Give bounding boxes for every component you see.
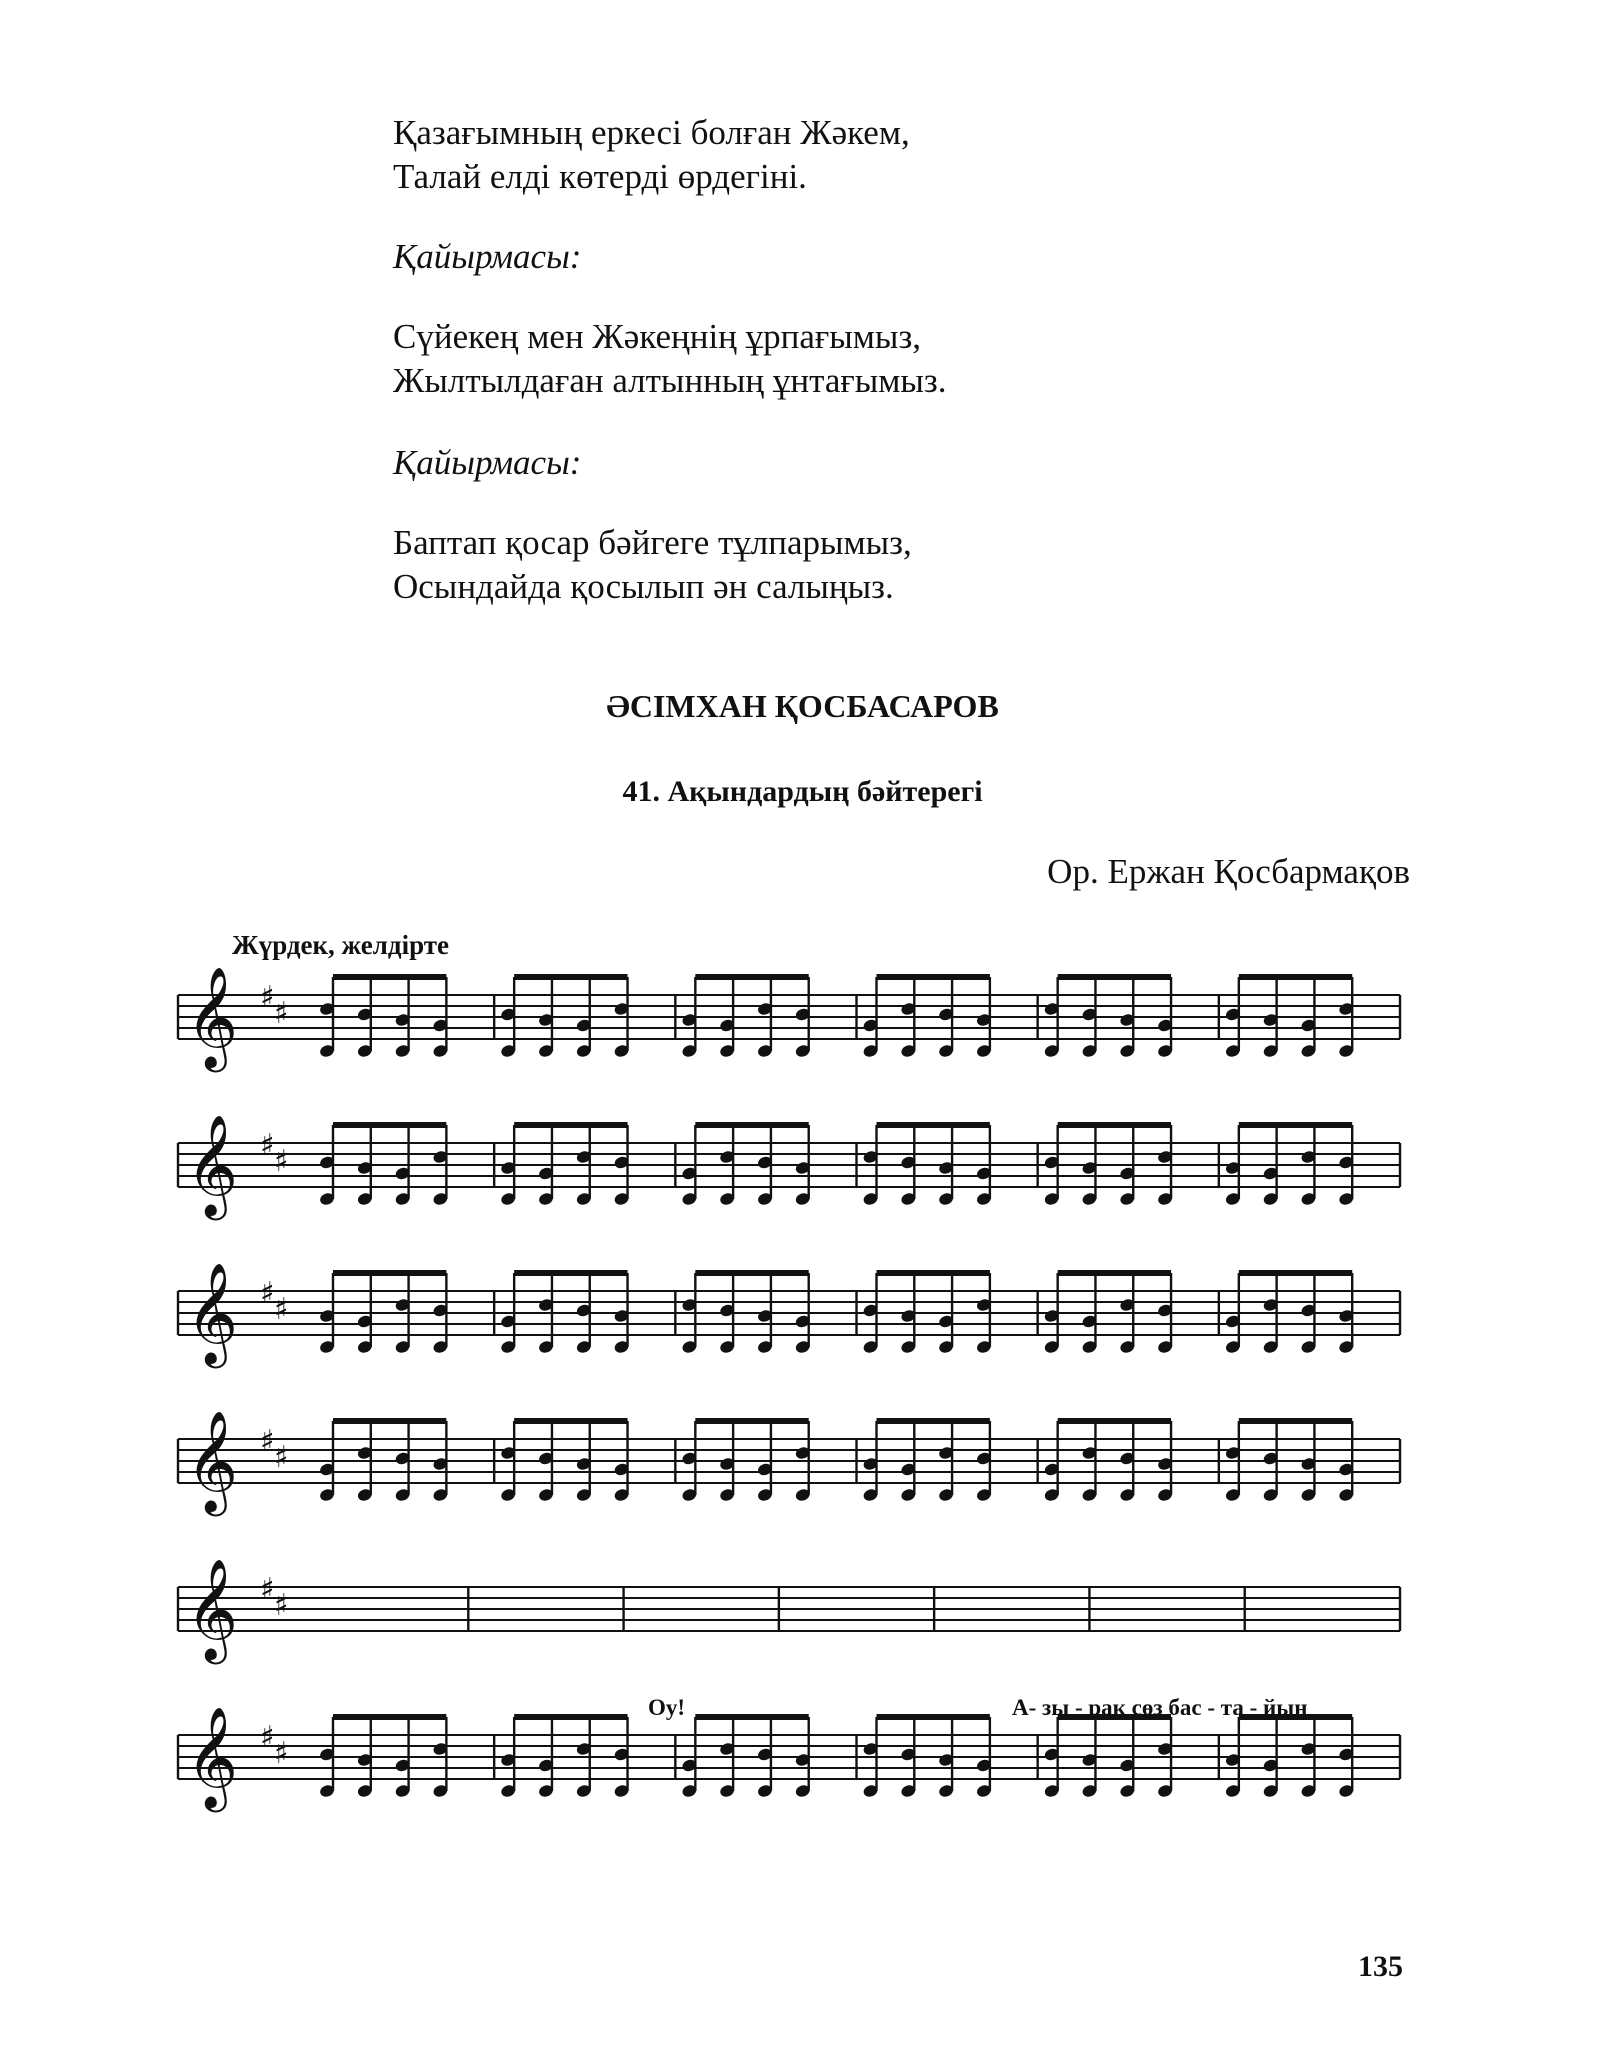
lyric-exclaim: Оу! — [648, 1695, 686, 1720]
sharp-icon: ♯ — [260, 1128, 275, 1163]
barlines — [178, 995, 1400, 1779]
arranger-credit: Ор. Ержан Қосбармақов — [1047, 852, 1410, 891]
treble-clef-icon — [186, 965, 238, 1813]
treble-clef-icon: 𝄞 — [186, 1113, 239, 1216]
staff-lines — [178, 995, 1400, 1779]
sharp-icon: ♯ — [274, 1736, 289, 1771]
note-heads — [319, 1001, 1355, 1798]
tempo-marking: Жүрдек, желдірте — [232, 930, 449, 960]
lyric-line: А- зы - рақ сөз бас - та - йын — [1012, 1695, 1308, 1720]
sharp-icon: ♯ — [274, 1440, 289, 1475]
sharp-icon: ♯ — [274, 1588, 289, 1623]
treble-clef-icon: 𝄞 — [186, 1557, 239, 1660]
treble-clef-icon: 𝄞 — [186, 1261, 239, 1364]
verse-3-line-2: Осындайда қосылып ән салыңыз. — [393, 567, 894, 606]
sharp-icon: ♯ — [274, 996, 289, 1031]
note-stems — [333, 977, 1352, 1791]
sharp-icon: ♯ — [274, 1292, 289, 1327]
verse-2-line-2: Жылтылдаған алтынның ұнтағымыз. — [393, 361, 947, 400]
sharp-icon: ♯ — [260, 1572, 275, 1607]
sharp-icon: ♯ — [260, 1720, 275, 1755]
verse-2-line-1: Сүйекең мен Жәкеңнің ұрпағымыз, — [393, 317, 922, 356]
sharp-icon: ♯ — [260, 1424, 275, 1459]
song-title: 41. Ақындардың бәйтерегі — [622, 775, 983, 808]
verse-1-line-2: Талай елді көтерді өрдегіні. — [393, 157, 807, 196]
treble-clef-icon: 𝄞 — [186, 965, 239, 1068]
composer-heading: ӘСІМХАН ҚОСБАСАРОВ — [606, 688, 999, 724]
verse-3-line-1: Баптап қосар бәйгеге тұлпарымыз, — [393, 523, 912, 562]
sharp-icon: ♯ — [274, 1144, 289, 1179]
sharp-icon: ♯ — [260, 1276, 275, 1311]
refrain-label-2: Қайырмасы: — [393, 443, 582, 482]
page-number: 135 — [1358, 1950, 1403, 1983]
treble-clef-icon: 𝄞 — [186, 1409, 239, 1512]
refrain-label-1: Қайырмасы: — [393, 237, 582, 276]
treble-clef-icon: 𝄞 — [186, 1705, 239, 1808]
verse-1-line-1: Қазағымның еркесі болған Жәкем, — [393, 113, 910, 152]
sharp-icon: ♯ — [260, 980, 275, 1015]
key-signature-sharps — [260, 980, 289, 1771]
note-beams — [333, 977, 1352, 1717]
